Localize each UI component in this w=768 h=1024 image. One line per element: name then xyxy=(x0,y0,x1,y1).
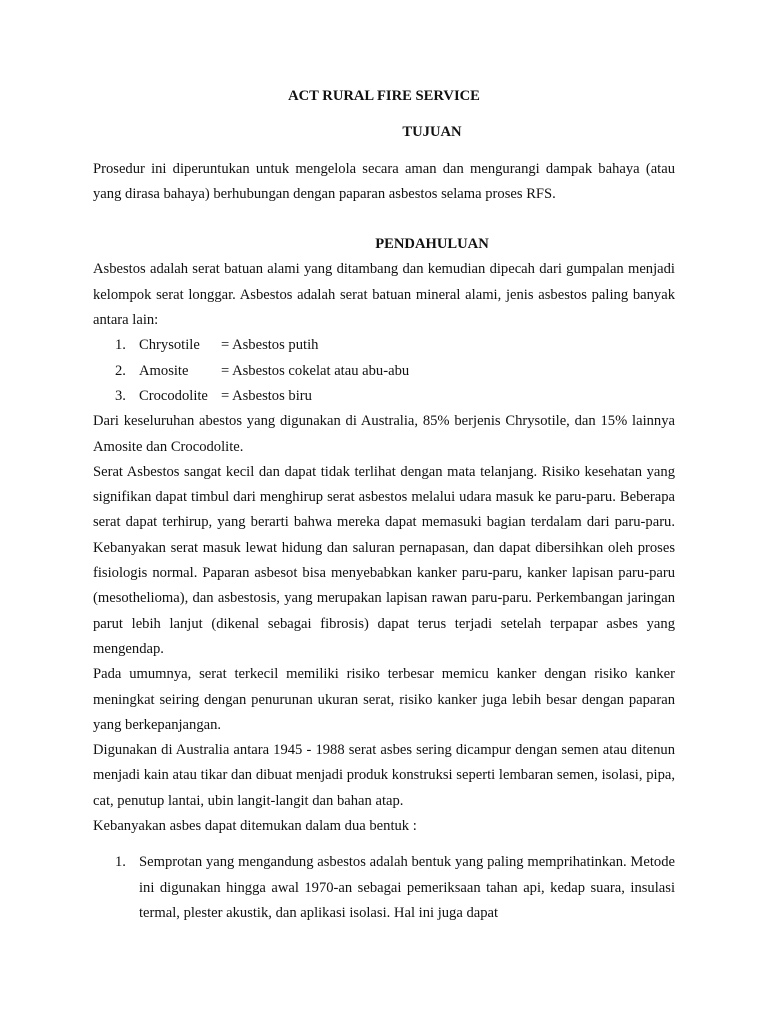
list-item xyxy=(93,359,675,384)
document-body xyxy=(93,84,675,926)
list-number: 3. xyxy=(115,387,126,404)
list-number: 1. xyxy=(115,337,126,354)
asbestos-type-desc: = Asbestos cokelat atau abu-abu xyxy=(221,362,410,379)
history-paragraph: Digunakan di Australia antara 1945 - 1988 serat asbes sering dicampur dengan semen atau ditenun menjadi kain atau tikar dan dibuat menjadi produk konstruksi seperti lembaran semen, isolasi, pipa, cat, penutup lantai, ubin langit-langit dan bahan atap. xyxy=(93,742,675,809)
risk-paragraph: Serat Asbestos sangat kecil dan dapat tidak terlihat dengan mata telanjang. Risiko kesehatan yang signifikan dapat timbul dari menghirup serat asbestos melalui udara masuk ke paru-paru. Beberapa serat dapat terhirup, yang berarti bahwa mereka dapat memasuki bagian terdalam dari paru-paru. Kebanyakan serat masuk lewat hidung dan saluran pernapasan, dan dapat dibersihkan oleh proses fisiologis normal. Paparan asbesot bisa menyebabkan kanker paru-paru, kanker lapisan paru-paru (mesothelioma), dan asbestosis, yang merupakan lapisan rawan paru-paru. Perkembangan jaringan parut lebih lanjut (dikenal sebagai fibrosis) dapat terus terjadi setelah terpapar asbes yang mengendap. xyxy=(93,463,675,657)
asbestos-forms-list xyxy=(93,850,675,926)
list-item xyxy=(93,384,675,409)
usage-paragraph: Dari keseluruhan abestos yang digunakan di Australia, 85% berjenis Chrysotile, dan 15% lainnya Amosite dan Crocodolite. xyxy=(93,413,675,455)
fiber-size-paragraph: Pada umumnya, serat terkecil memiliki risiko terbesar memicu kanker dengan risiko kanker meningkat seiring dengan penurunan ukuran serat, risiko kanker juga lebih besar dengan paparan yang berkepanjangan. xyxy=(93,666,675,733)
list-number: 1. xyxy=(115,854,126,871)
asbestos-type-desc: = Asbestos biru xyxy=(221,387,312,404)
intro-paragraph: Asbestos adalah serat batuan alami yang ditambang dan kemudian dipecah dari gumpalan menjadi kelompok serat longgar. Asbestos adalah serat batuan mineral alami, jenis asbestos paling banyak antara lain: xyxy=(93,261,675,329)
section-heading-tujuan: TUJUAN xyxy=(402,124,462,141)
asbestos-type-name: Crocodolite xyxy=(139,387,208,404)
list-number: 2. xyxy=(115,362,126,379)
purpose-paragraph: Prosedur ini diperuntukan untuk mengelola secara aman dan mengurangi dampak bahaya (atau yang dirasa bahaya) berhubungan dengan paparan asbestos selama proses RFS. xyxy=(93,160,675,202)
list-item xyxy=(93,850,675,926)
asbestos-types-list xyxy=(93,333,675,409)
document-title: ACT RURAL FIRE SERVICE xyxy=(288,88,480,104)
asbestos-type-desc: = Asbestos putih xyxy=(221,337,319,354)
asbestos-type-name: Chrysotile xyxy=(139,337,200,354)
list-item xyxy=(93,333,675,358)
section-heading-pendahuluan: PENDAHULUAN xyxy=(375,236,489,253)
forms-intro-paragraph: Kebanyakan asbes dapat ditemukan dalam dua bentuk : xyxy=(93,818,417,835)
asbestos-type-name: Amosite xyxy=(139,362,189,379)
form-description: Semprotan yang mengandung asbestos adalah bentuk yang paling memprihatinkan. Metode ini digunakan hingga awal 1970-an sebagai pemeriksaan tahan api, kedap suara, insulasi termal, plester akustik, dan aplikasi isolasi. Hal ini juga dapat xyxy=(139,854,675,921)
